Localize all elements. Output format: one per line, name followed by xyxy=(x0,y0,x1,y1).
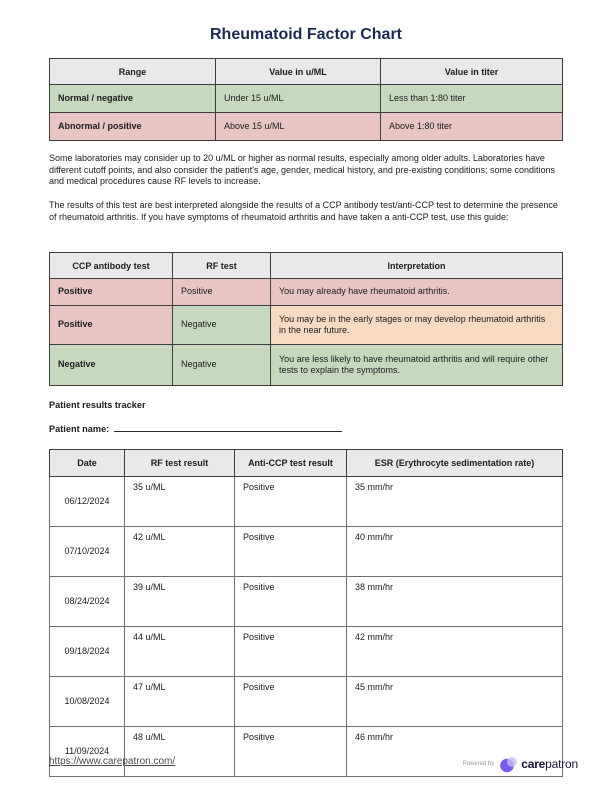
column-header-range: Range xyxy=(50,59,216,85)
table-header-row xyxy=(50,59,563,85)
table-row xyxy=(50,677,563,727)
range-cell: Abnormal / positive xyxy=(50,113,216,141)
intro-paragraph-1: Some laboratories may consider up to 20 u/ML or higher as normal results, especially among older adults. Laboratories have different cutoff points, and also consider the patient's age, gender, medical history, and pre-existing conditions; some conditions and medical procedures cause RF levels to increase. xyxy=(49,153,556,186)
date-cell: 10/08/2024 xyxy=(50,677,125,727)
tracker-heading: Patient results tracker xyxy=(49,400,146,410)
date-cell: 08/24/2024 xyxy=(50,577,125,627)
results-table xyxy=(49,449,563,777)
esr-cell: 45 mm/hr xyxy=(347,677,563,727)
patient-name-field[interactable] xyxy=(114,422,342,432)
carepatron-wordmark xyxy=(521,757,578,771)
rf-cell: Negative xyxy=(173,345,271,386)
table-row xyxy=(50,477,563,527)
anti-ccp-cell: Positive xyxy=(235,677,347,727)
anti-ccp-cell: Positive xyxy=(235,627,347,677)
esr-cell: 42 mm/hr xyxy=(347,627,563,677)
rf-range-table xyxy=(49,58,563,141)
interpretation-cell: You may be in the early stages or may develop rheumatoid arthritis in the near future. xyxy=(271,306,563,345)
anti-ccp-cell: Positive xyxy=(235,577,347,627)
rf-result-cell: 44 u/ML xyxy=(125,627,235,677)
ccp-cell: Positive xyxy=(50,279,173,306)
column-header-anti-ccp: Anti-CCP test result xyxy=(235,450,347,477)
interpretation-cell: You are less likely to have rheumatoid arthritis and will require other tests to explain the symptoms. xyxy=(271,345,563,386)
interpretation-table xyxy=(49,252,563,386)
brand-care: care xyxy=(521,757,546,771)
esr-cell: 40 mm/hr xyxy=(347,527,563,577)
date-cell: 09/18/2024 xyxy=(50,627,125,677)
anti-ccp-cell: Positive xyxy=(235,527,347,577)
rf-result-cell: 47 u/ML xyxy=(125,677,235,727)
column-header-esr: ESR (Erythrocyte sedimentation rate) xyxy=(347,450,563,477)
date-cell: 06/12/2024 xyxy=(50,477,125,527)
anti-ccp-cell: Positive xyxy=(235,477,347,527)
patient-name-label: Patient name: xyxy=(49,424,110,434)
table-header-row xyxy=(50,253,563,279)
uml-cell: Above 15 u/ML xyxy=(216,113,381,141)
column-header-rf-result: RF test result xyxy=(125,450,235,477)
rf-result-cell: 35 u/ML xyxy=(125,477,235,527)
intro-paragraph-2: The results of this test are best interpreted alongside the results of a CCP antibody test/anti-CCP test to determine the presence of rheumatoid arthritis. If you have symptoms of rheumatoid arthritis and have taken a anti-CCP test, use this guide: xyxy=(49,200,558,222)
table-header-row xyxy=(50,450,563,477)
table-row xyxy=(50,527,563,577)
titer-cell: Less than 1:80 titer xyxy=(381,85,563,113)
table-row xyxy=(50,345,563,386)
table-row xyxy=(50,577,563,627)
column-header-uml: Value in u/ML xyxy=(216,59,381,85)
rf-result-cell: 42 u/ML xyxy=(125,527,235,577)
column-header-date: Date xyxy=(50,450,125,477)
brand-patron: patron xyxy=(545,757,578,771)
rf-cell: Positive xyxy=(173,279,271,306)
rf-result-cell: 48 u/ML xyxy=(125,727,235,777)
carepatron-logo-icon xyxy=(500,756,517,773)
esr-cell: 38 mm/hr xyxy=(347,577,563,627)
page-title: Rheumatoid Factor Chart xyxy=(209,26,402,43)
carepatron-link[interactable]: https://www.carepatron.com/ xyxy=(49,756,176,767)
column-header-ccp: CCP antibody test xyxy=(50,253,173,279)
esr-cell: 46 mm/hr xyxy=(347,727,563,777)
date-cell: 11/09/2024 xyxy=(50,727,125,777)
table-row xyxy=(50,627,563,677)
rf-cell: Negative xyxy=(173,306,271,345)
range-cell: Normal / negative xyxy=(50,85,216,113)
table-row xyxy=(50,113,563,141)
powered-by-group xyxy=(463,754,578,774)
table-row xyxy=(50,85,563,113)
column-header-rf: RF test xyxy=(173,253,271,279)
ccp-cell: Positive xyxy=(50,306,173,345)
titer-cell: Above 1:80 titer xyxy=(381,113,563,141)
esr-cell: 35 mm/hr xyxy=(347,477,563,527)
uml-cell: Under 15 u/ML xyxy=(216,85,381,113)
powered-by-label: Powered by xyxy=(462,761,495,767)
ccp-cell: Negative xyxy=(50,345,173,386)
table-row xyxy=(50,279,563,306)
rf-result-cell: 39 u/ML xyxy=(125,577,235,627)
date-cell: 07/10/2024 xyxy=(50,527,125,577)
table-row xyxy=(50,306,563,345)
column-header-titer: Value in titer xyxy=(381,59,563,85)
column-header-interpretation: Interpretation xyxy=(271,253,563,279)
interpretation-cell: You may already have rheumatoid arthritis. xyxy=(271,279,563,306)
patient-name-row xyxy=(49,422,342,436)
anti-ccp-cell: Positive xyxy=(235,727,347,777)
